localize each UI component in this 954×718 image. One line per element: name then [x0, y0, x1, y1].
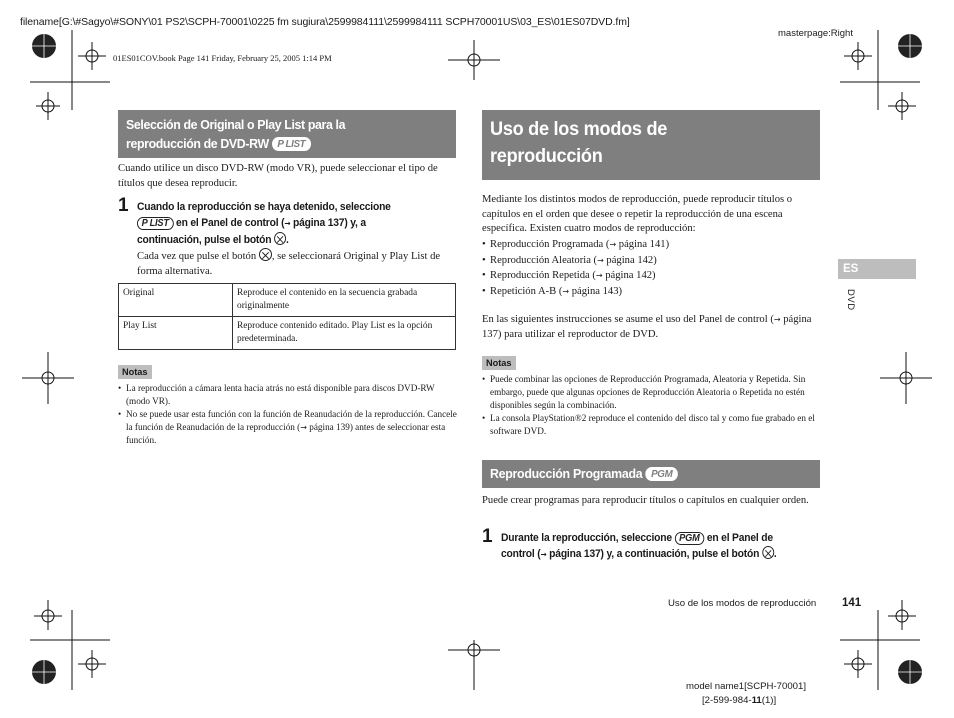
part-number [702, 695, 776, 706]
left-step-line3: continuación, pulse el botón . [137, 234, 289, 246]
left-heading-text: reproducción de DVD-RW [126, 136, 269, 151]
arrow-ref-icon: → [284, 219, 291, 228]
left-heading-line2 [126, 134, 425, 153]
mode-label: Reproducción Programada ( [490, 239, 610, 250]
note-text-a: No se puede usar esta función con la función de Reanudación de la reproducción. Cancele la función de Reanudación de la reproducción ( [126, 409, 457, 432]
right-step-number: 1 [482, 526, 493, 547]
list-item [482, 237, 669, 253]
table-row [119, 317, 456, 350]
left-step-detail [137, 248, 459, 279]
left-step-detail-a: Cada vez que pulse el botón [137, 251, 257, 262]
right-step-line1 [501, 530, 814, 546]
sub-section-heading [482, 460, 820, 488]
list-item: • La consola PlayStation®2 reproduce el contenido del disco tal y como fue grabado en el software DVD. [482, 412, 822, 438]
plist-button-badge: P LIST [137, 217, 173, 230]
mode-label: Reproducción Repetida ( [490, 270, 596, 281]
left-step-line1: Cuando la reproducción se haya detenido, seleccione [137, 201, 391, 213]
mode-ref: página 143) [569, 285, 623, 297]
language-tab: ES [838, 259, 916, 279]
arrow-ref-icon: → [773, 315, 781, 324]
sub-heading-text: Reproducción Programada [490, 466, 643, 481]
list-item [482, 268, 669, 284]
arrow-ref-icon: → [595, 271, 603, 280]
table-cell-option: Original [119, 284, 233, 317]
list-item [482, 284, 669, 300]
mode-ref: página 141) [616, 239, 670, 250]
left-section-heading [118, 110, 456, 158]
left-step-line2 [137, 215, 441, 232]
arrow-ref-icon: → [609, 240, 617, 249]
left-step-text [137, 199, 441, 248]
arrow-ref-icon: → [300, 423, 307, 432]
list-item [118, 408, 458, 447]
cross-button-icon [274, 232, 286, 245]
file-path: filename[G:\#Sagyo\#SONY\01 PS2\SCPH-70001\0225 fm sugiura\2599984111\2599984111 SCPH70001US\03_ES\01ES07DVD.fm] [20, 16, 630, 28]
mode-ref: página 142) [603, 254, 657, 266]
list-item: • La reproducción a cámara lenta hacia atrás no está disponible para discos DVD-RW (modo VR). [118, 382, 458, 408]
arrow-ref-icon: → [562, 286, 570, 296]
plist-badge: P LIST [272, 137, 311, 151]
list-item: • Puede combinar las opciones de Reproducción Programada, Aleatoria y Repetida. Sin embargo, puede que algunas opciones de Reproducción Aleatoria o Repetida no estén disponibles según la combinación. [482, 373, 822, 412]
mode-ref: página 142) [602, 270, 656, 281]
book-line: 01ES01COV.book Page 141 Friday, February 25, 2005 1:14 PM [113, 53, 332, 63]
footer-section-label: Uso de los modos de reproducción [668, 598, 817, 609]
table-cell-description: Reproduce contenido editado. Play List es la opción predeterminada. [233, 317, 456, 350]
right-step-line2: control (→ página 137) y, a continuación, pulse el botón . [501, 548, 777, 560]
right-step-line1-a: Durante la reproducción, seleccione [501, 532, 672, 544]
note-text-b: página 139) antes de seleccionar esta función. [126, 422, 446, 445]
right-step-line2-a: control ( [501, 548, 541, 560]
list-item [482, 253, 669, 269]
right-para2 [482, 313, 822, 342]
left-step-line2-b: página 137) y, a [290, 217, 366, 229]
right-notes-label: Notas [482, 356, 516, 370]
left-intro: Cuando utilice un disco DVD-RW (modo VR), puede seleccionar el tipo de títulos que desea reproducir. [118, 163, 438, 189]
cross-button-icon [259, 248, 272, 261]
page-number: 141 [842, 597, 862, 609]
cross-button-icon [762, 546, 774, 559]
left-notes-label: Notas [118, 365, 152, 379]
para2-b: página 137) para utilizar el reproductor de DVD. [482, 314, 812, 340]
mode-label: Reproducción Aleatoria ( [490, 254, 598, 266]
part-c: (1)] [761, 695, 777, 706]
table-cell-option: Play List [119, 317, 233, 350]
table-row [119, 284, 456, 317]
left-step-detail-b: , se seleccionará Original y Play List de forma alternativa. [137, 251, 441, 277]
right-heading-line1: Uso de los modos de [490, 118, 668, 140]
left-heading-line1: Selección de Original o Play List para la [126, 117, 346, 132]
model-name: model name1[SCPH-70001] [686, 681, 806, 692]
pgm-badge: PGM [645, 467, 678, 481]
right-para3: Puede crear programas para reproducir títulos o capítulos en cualquier orden. [482, 495, 809, 506]
mode-label: Repetición A-B ( [490, 285, 563, 297]
table-cell-description: Reproduce el contenido en la secuencia grabada originalmente [233, 284, 456, 317]
right-section-heading [482, 110, 820, 180]
left-step-number: 1 [118, 195, 129, 216]
left-step-line3-text: continuación, pulse el botón [137, 234, 272, 246]
arrow-ref-icon: → [597, 255, 604, 265]
left-notes-list [118, 382, 458, 447]
right-intro: Mediante los distintos modos de reproducción, puede reproducir títulos o capítulos en el orden que desee o repetir la reproducción de una escena específica. Existen cuatro modos de reproducción: [482, 194, 793, 234]
para2-a: En las siguientes instrucciones se asume el uso del Panel de control ( [482, 314, 774, 325]
mode-table [118, 283, 456, 350]
arrow-ref-icon: → [540, 550, 547, 559]
masterpage-label: masterpage:Right [778, 28, 853, 39]
pgm-button-badge: PGM [675, 532, 705, 545]
right-step-line2-b: página 137) y, a continuación, pulse el botón [546, 548, 760, 560]
right-heading-line2: reproducción [490, 145, 603, 167]
mode-list [482, 237, 669, 299]
left-step-line2-a: en el Panel de control ( [173, 217, 285, 229]
sub-heading-line [490, 464, 789, 484]
part-a: [2-599-984- [702, 695, 752, 706]
part-b: 11 [751, 695, 762, 706]
right-step-line1-b: en el Panel de [704, 532, 773, 544]
section-side-label: DVD [845, 289, 856, 311]
right-notes-list [482, 373, 822, 438]
right-step-text [501, 530, 814, 563]
